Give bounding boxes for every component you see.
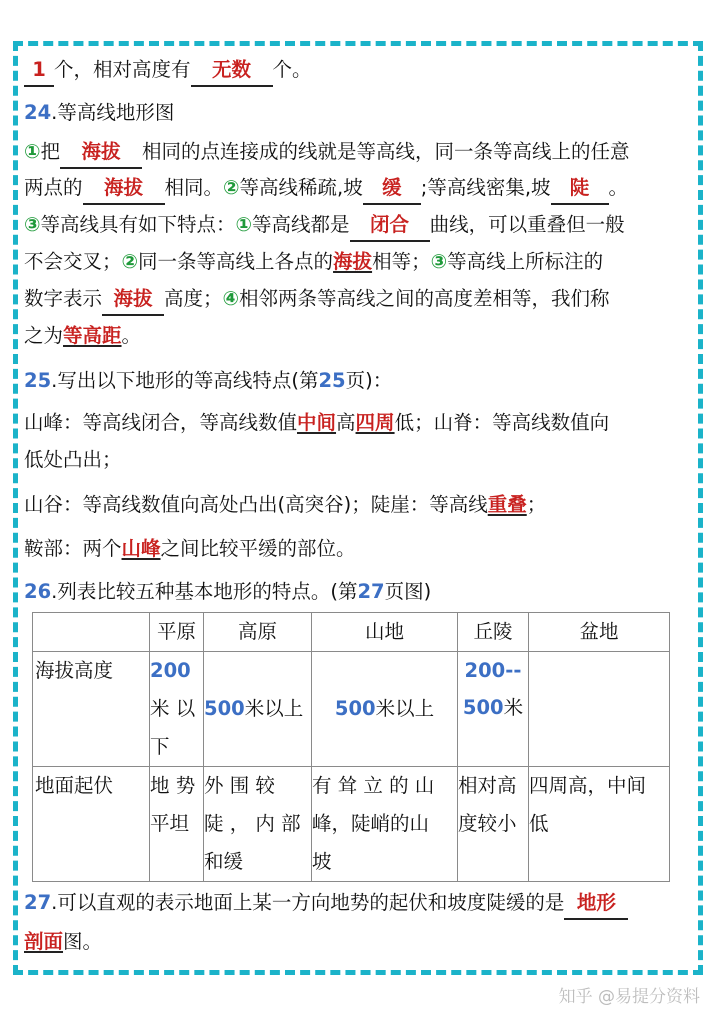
table-cell [458, 767, 529, 882]
text: 鞍部：两个 [24, 537, 122, 560]
para-line [24, 442, 122, 478]
para-line [24, 170, 628, 206]
text: 同一条等高线上各点的 [138, 250, 334, 273]
text: 高度； [164, 287, 223, 310]
section-24-title [24, 95, 174, 131]
cell-text: 有 耸 立 的 山 [312, 774, 435, 797]
cell-number: 200-- [464, 659, 522, 682]
text: 个，相对高度有 [54, 58, 191, 81]
text: 相等； [372, 250, 431, 273]
text: 高 [336, 411, 356, 434]
table-cell [529, 767, 670, 882]
para-line [24, 405, 609, 441]
text: .可以直观的表示地面上某一方向地势的起伏和坡度陡缓的是 [51, 891, 565, 914]
table-cell [150, 767, 204, 882]
section-27-line [24, 885, 628, 921]
circled-number: ③ [430, 250, 448, 273]
cell-text: 平坦 [150, 812, 190, 835]
answer: 地形 [576, 891, 616, 914]
cell-text: 低 [529, 812, 549, 835]
header-cell: 高原 [204, 613, 312, 652]
text: 等高线具有如下特点： [40, 213, 236, 236]
table-row [33, 652, 670, 767]
answer: 海拔 [113, 287, 153, 310]
text: ;等高线密集,坡 [420, 176, 551, 199]
cell-number: 200 [150, 659, 191, 682]
answer: 四周 [355, 411, 395, 434]
header-cell: 山地 [312, 613, 458, 652]
table-cell [312, 652, 458, 767]
page-number: 25 [318, 369, 346, 392]
text: 之间比较平缓的部位。 [160, 537, 356, 560]
text: 。 [608, 176, 629, 199]
text: 。 [121, 324, 142, 347]
page-number: 27 [357, 580, 385, 603]
section-number: 25 [24, 369, 52, 392]
section-number: 27 [24, 891, 52, 914]
table-cell [204, 652, 312, 767]
watermark: 知乎 @易提分资料 [558, 987, 700, 1007]
section-number: 26 [24, 580, 52, 603]
table-cell [458, 652, 529, 767]
header-cell [33, 613, 150, 652]
cell-text: 和缓 [204, 850, 244, 873]
text: 低处凸出； [24, 448, 122, 471]
section-26-title [24, 574, 431, 610]
table-cell [529, 652, 670, 767]
para-line [24, 531, 356, 567]
answer: 陡 [569, 176, 590, 199]
answer-1: 1 [32, 58, 46, 81]
para-line [24, 207, 625, 243]
cell-text: 峰，陡峭的山 [312, 812, 430, 835]
cell-text: 地 势 [150, 774, 196, 797]
section-25-title [24, 363, 392, 399]
cell-text: 米 以 [150, 697, 196, 720]
cell-text: 相对高 [458, 774, 517, 797]
text: 数字表示 [24, 287, 103, 310]
line-count [24, 52, 312, 88]
text: 页图) [384, 580, 432, 603]
circled-number: ② [223, 176, 240, 199]
cell-text: 四周高，中间 [529, 774, 647, 797]
answer: 闭合 [370, 213, 410, 236]
answer: 等高距 [63, 324, 122, 347]
header-cell: 盆地 [529, 613, 670, 652]
para-line [24, 318, 141, 354]
answer: 缓 [381, 176, 402, 199]
para-line [24, 281, 610, 317]
text: 页)： [345, 369, 393, 392]
para-line [24, 244, 603, 280]
para-line [24, 487, 546, 523]
text: 不会交叉； [24, 250, 122, 273]
table-row [33, 767, 670, 882]
table-cell [150, 652, 204, 767]
section-title: .等高线地形图 [51, 101, 175, 124]
answer: 剖面 [24, 930, 64, 953]
cell-text: 海拔高度 [35, 659, 114, 682]
answer: 中间 [297, 411, 337, 434]
text: .写出以下地形的等高线特点(第 [51, 369, 319, 392]
cell-number: 500 [462, 696, 504, 719]
answer: 山峰 [121, 537, 161, 560]
text: 图。 [63, 930, 103, 953]
text: 等高线都是 [252, 213, 350, 236]
text: 曲线，可以重叠但一般 [429, 213, 625, 236]
cell-text: 度较小 [458, 812, 517, 835]
answer-wushu: 无数 [212, 58, 252, 81]
text: .列表比较五种基本地形的特点。(第 [51, 580, 358, 603]
cell-text: 米以上 [244, 697, 304, 720]
text: 把 [40, 140, 61, 163]
text: 两点的 [24, 176, 83, 199]
section-number: 24 [24, 101, 52, 124]
para-line [24, 134, 630, 170]
answer: 海拔 [104, 176, 144, 199]
text: 相邻两条等高线之间的高度差相等，我们称 [239, 287, 610, 310]
circled-number: ② [121, 250, 139, 273]
text: 低；山脊：等高线数值向 [394, 411, 610, 434]
text: 之为 [24, 324, 64, 347]
header-cell: 平原 [150, 613, 204, 652]
answer: 海拔 [81, 140, 121, 163]
text: 等高线稀疏,坡 [239, 176, 363, 199]
cell-text: 坡 [312, 850, 332, 873]
cell-text: 米 [503, 696, 524, 719]
text: 山峰：等高线闭合，等高线数值 [24, 411, 298, 434]
text: ； [526, 493, 547, 516]
table-cell [312, 767, 458, 882]
text: 相同的点连接成的线就是等高线，同一条等高线上的任意 [142, 140, 630, 163]
cell-text: 外 围 较 [204, 774, 275, 797]
row-label [33, 652, 150, 767]
para-line [24, 924, 102, 960]
table-cell [204, 767, 312, 882]
table-header-row [33, 613, 670, 652]
text: 山谷：等高线数值向高处凸出(高突谷)；陡崖：等高线 [24, 493, 488, 516]
cell-number: 500 [334, 697, 376, 720]
circled-number: ① [235, 213, 253, 236]
text: 个。 [272, 58, 312, 81]
cell-text: 陡 ， 内 部 [204, 812, 301, 835]
cell-text: 米以上 [375, 697, 435, 720]
circled-number: ③ [24, 213, 41, 236]
row-label [33, 767, 150, 882]
cell-text: 下 [150, 735, 170, 758]
answer: 重叠 [487, 493, 527, 516]
answer: 海拔 [333, 250, 373, 273]
header-cell: 丘陵 [458, 613, 529, 652]
cell-number: 500 [204, 697, 245, 720]
landform-table [32, 612, 670, 882]
circled-number: ④ [222, 287, 240, 310]
cell-text: 地面起伏 [35, 774, 114, 797]
text: 等高线上所标注的 [447, 250, 604, 273]
text: 相同。 [164, 176, 224, 199]
circled-number: ① [24, 140, 41, 163]
